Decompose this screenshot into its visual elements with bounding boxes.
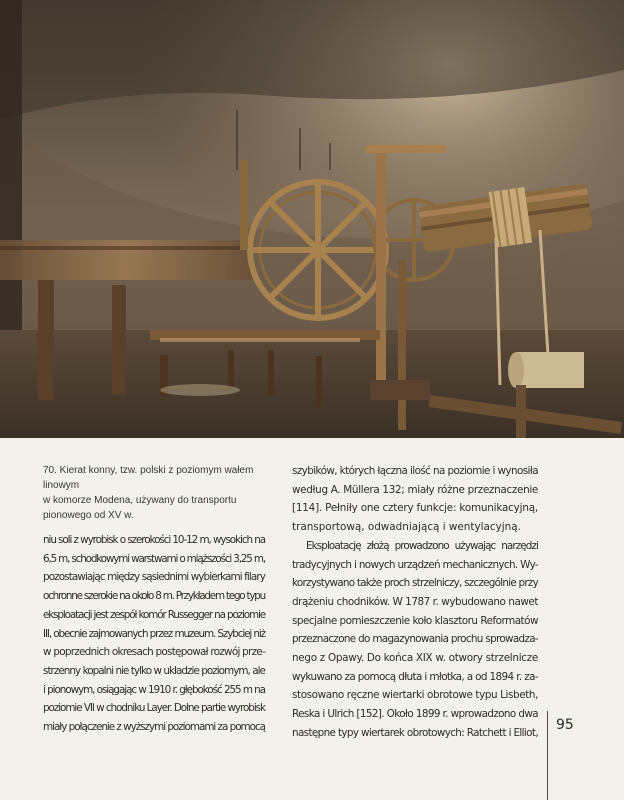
text-line: szybików, których łączna ilość na poziomie i wynosiła — [292, 465, 538, 477]
text-line: transportową, odwadniającą i wentylacyjną. — [292, 521, 521, 534]
page-number: 95 — [556, 717, 574, 733]
text-line: według A. Müllera 132; miały różne przeznaczenie — [292, 483, 538, 496]
left-text-column — [43, 531, 265, 737]
paragraph — [292, 537, 538, 743]
text-line: ochronne szerokie na około 8 m. Przykładem tego typu — [43, 590, 265, 603]
text-line: Eksploatację złożą prowadzono używając narzędzi — [306, 539, 538, 552]
text-line: pozostawiając między sąsiednimi wybierkami filary — [43, 571, 265, 584]
text-line: korzystywano także proch strzelniczy, szczególnie przy — [292, 577, 539, 590]
text-line: specjalne pomieszczenie koło klasztoru Reformatów — [292, 614, 538, 627]
text-line: wykuwano za pomocą dłuta i młotka, a od 1894 r. za- — [292, 670, 538, 683]
right-text-column — [292, 462, 538, 743]
text-line: nego z Opawy. Do końca XIX w. otwory strzelnicze — [292, 652, 538, 665]
text-line: niu soli z wyrobisk o szerokości 10-12 m, wysokich na — [43, 534, 266, 546]
text-line: 6,5 m, schodkowymi warstwami o miąższości 3,25 m, — [43, 552, 265, 565]
caption-line: w komorze Modena, używany do transportu pionowego od XV w. — [43, 495, 237, 521]
text-line: poziomie VII w chodniku Layer. Dolne partie wyrobisk — [43, 702, 265, 715]
text-line: eksploatacji jest zespół komór Russegger na poziomie — [43, 608, 265, 621]
paragraph — [292, 462, 538, 537]
text-line: w poprzednich okresach postępował rozwój prze- — [43, 646, 265, 659]
text-line: stosowano ręczne wiertarki obrotowe typu Lisbeth, — [292, 689, 538, 702]
text-line: strzenny kopalni nie tylko w układzie poziomym, ale — [43, 664, 265, 677]
page-number-rule — [547, 711, 548, 800]
text-line: [114]. Pełniły one cztery funkcje: komunikacyjną, — [292, 502, 538, 515]
text-line: tradycyjnych i nowych urządzeń mechanicznych. Wy- — [292, 558, 538, 571]
text-line: drążeniu chodników. W 1787 r. wybudowano nawet — [292, 595, 538, 608]
text-line: następne typy wiertarek obrotowych: Ratchett i Elliot, — [292, 726, 538, 739]
text-line: i pionowym, osiągając w 1910 r. głębokość 255 m na — [43, 683, 265, 696]
text-line: przeznaczone do magazynowania prochu sprowadza- — [292, 633, 539, 646]
caption-line: 70. Kierat konny, tzw. polski z poziomym wałem linowym — [43, 465, 254, 491]
text-line: Reska i Ulrich [152]. Około 1899 r. wprowadzono dwa — [292, 708, 538, 721]
text-line: miały połączenie z wyższymi poziomami za pomocą — [43, 721, 265, 734]
figure-caption — [43, 463, 275, 523]
text-line: III, obecnie zajmowanych przez muzeum. Szybciej niż — [43, 627, 265, 640]
